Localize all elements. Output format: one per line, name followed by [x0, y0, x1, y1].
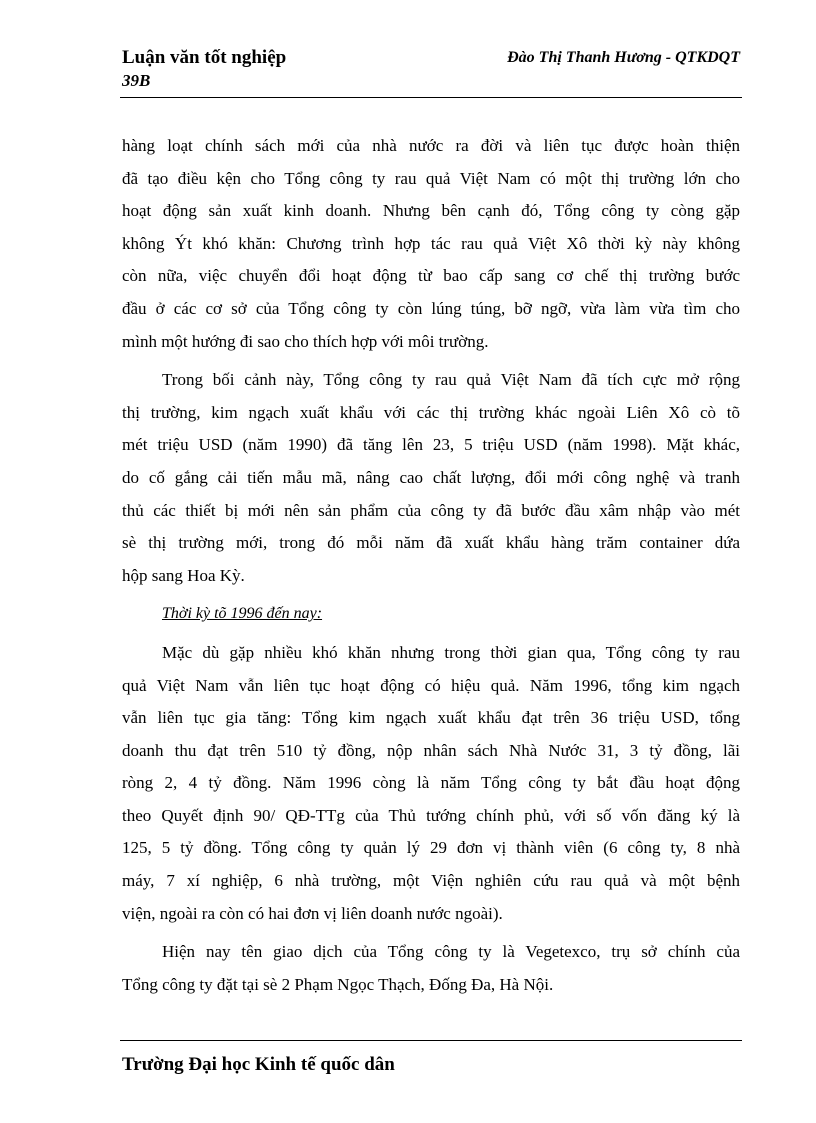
text-line: ròng 2, 4 tỷ đồng. Năm 1996 còng là năm Tổng công ty bắt đầu hoạt động: [122, 773, 740, 793]
text-line: 125, 5 tỷ đồng. Tổng công ty quản lý 29 đơn vị thành viên (6 công ty, 8 nhà: [122, 838, 740, 858]
paragraph: [122, 364, 740, 592]
text-line: theo Quyết định 90/ QĐ-TTg của Thủ tướng chính phủ, với số vốn đăng ký là: [122, 805, 740, 825]
body-text: [122, 130, 740, 1001]
thesis-title: Luận văn tốt nghiệp: [122, 47, 287, 68]
text-line: hộp sang Hoa Kỳ.: [122, 565, 245, 585]
text-line: còn nữa, việc chuyển đổi hoạt động từ bao cấp sang cơ chế thị trường bước: [122, 266, 740, 286]
text-line: máy, 7 xí nghiệp, 6 nhà trường, một Viện nghiên cứu rau quả và một bệnh: [122, 871, 740, 891]
text-line: thị trường, kim ngạch xuất khẩu với các thị trường khác ngoài Liên Xô cò tõ: [122, 402, 740, 422]
text-line: mét triệu USD (năm 1990) đã tăng lên 23, 5 triệu USD (năm 1998). Mặt khác,: [122, 435, 740, 455]
paragraph: [122, 637, 740, 930]
header-rule: [120, 97, 742, 98]
section-subheading: Thời kỳ tõ 1996 đến nay:: [162, 605, 323, 623]
text-line: mình một hướng đi sao cho thích hợp với môi trường.: [122, 331, 489, 351]
page-header: [122, 46, 742, 98]
text-line: do cố gắng cải tiến mẫu mã, nâng cao chất lượng, đổi mới công nghệ và tranh: [122, 467, 740, 487]
text-line: thủ các thiết bị mới nên sản phẩm của công ty đã bước đầu xâm nhập vào mét: [122, 500, 740, 520]
text-line: Trong bối cảnh này, Tổng công ty rau quả Việt Nam đã tích cực mở rộng: [162, 370, 740, 390]
text-line: không Ýt khó khăn: Chương trình hợp tác rau quả Việt Xô thời kỳ này không: [122, 233, 740, 253]
text-line: Hiện nay tên giao dịch của Tổng công ty là Vegetexco, trụ sở chính của: [162, 942, 740, 962]
text-line: vẫn liên tục gia tăng: Tổng kim ngạch xuất khẩu đạt trên 36 triệu USD, tổng: [122, 708, 740, 728]
page-footer: Trường Đại học Kinh tế quốc dân: [122, 1054, 395, 1075]
text-line: hàng loạt chính sách mới của nhà nước ra đời và liên tục được hoàn thiện: [122, 136, 740, 155]
text-line: sè thị trường mới, trong đó mỗi năm đã xuất khẩu hàng trăm container dứa: [122, 533, 740, 553]
paragraph: [122, 936, 740, 1001]
text-line: hoạt động sản xuất kinh doanh. Nhưng bên cạnh đó, Tổng công ty còng gặp: [122, 201, 740, 221]
text-line: quả Việt Nam vẫn liên tục hoạt động có hiệu quả. Năm 1996, tổng kim ngạch: [122, 675, 740, 695]
paragraph: [122, 130, 740, 358]
text-line: Mặc dù gặp nhiều khó khăn nhưng trong thời gian qua, Tổng công ty rau: [162, 642, 740, 662]
text-line: đã tạo điều kện cho Tổng công ty rau quả Việt Nam có một thị trường lớn cho: [122, 168, 740, 188]
text-line: đầu ở các cơ sở của Tổng công ty còn lúng túng, bỡ ngỡ, vừa làm vừa tìm cho: [122, 298, 740, 318]
text-line: Tổng công ty đặt tại sè 2 Phạm Ngọc Thạch, Đống Đa, Hà Nội.: [122, 974, 554, 994]
author-name: Đào Thị Thanh Hương - QTKDQT: [507, 49, 740, 66]
footer-rule: [120, 1040, 742, 1041]
text-line: viện, ngoài ra còn có hai đơn vị liên doanh nước ngoài).: [122, 903, 503, 923]
class-code: 39B: [122, 71, 151, 90]
text-line: doanh thu đạt trên 510 tỷ đồng, nộp nhân sách Nhà Nước 31, 3 tỷ đồng, lãi: [122, 740, 740, 760]
